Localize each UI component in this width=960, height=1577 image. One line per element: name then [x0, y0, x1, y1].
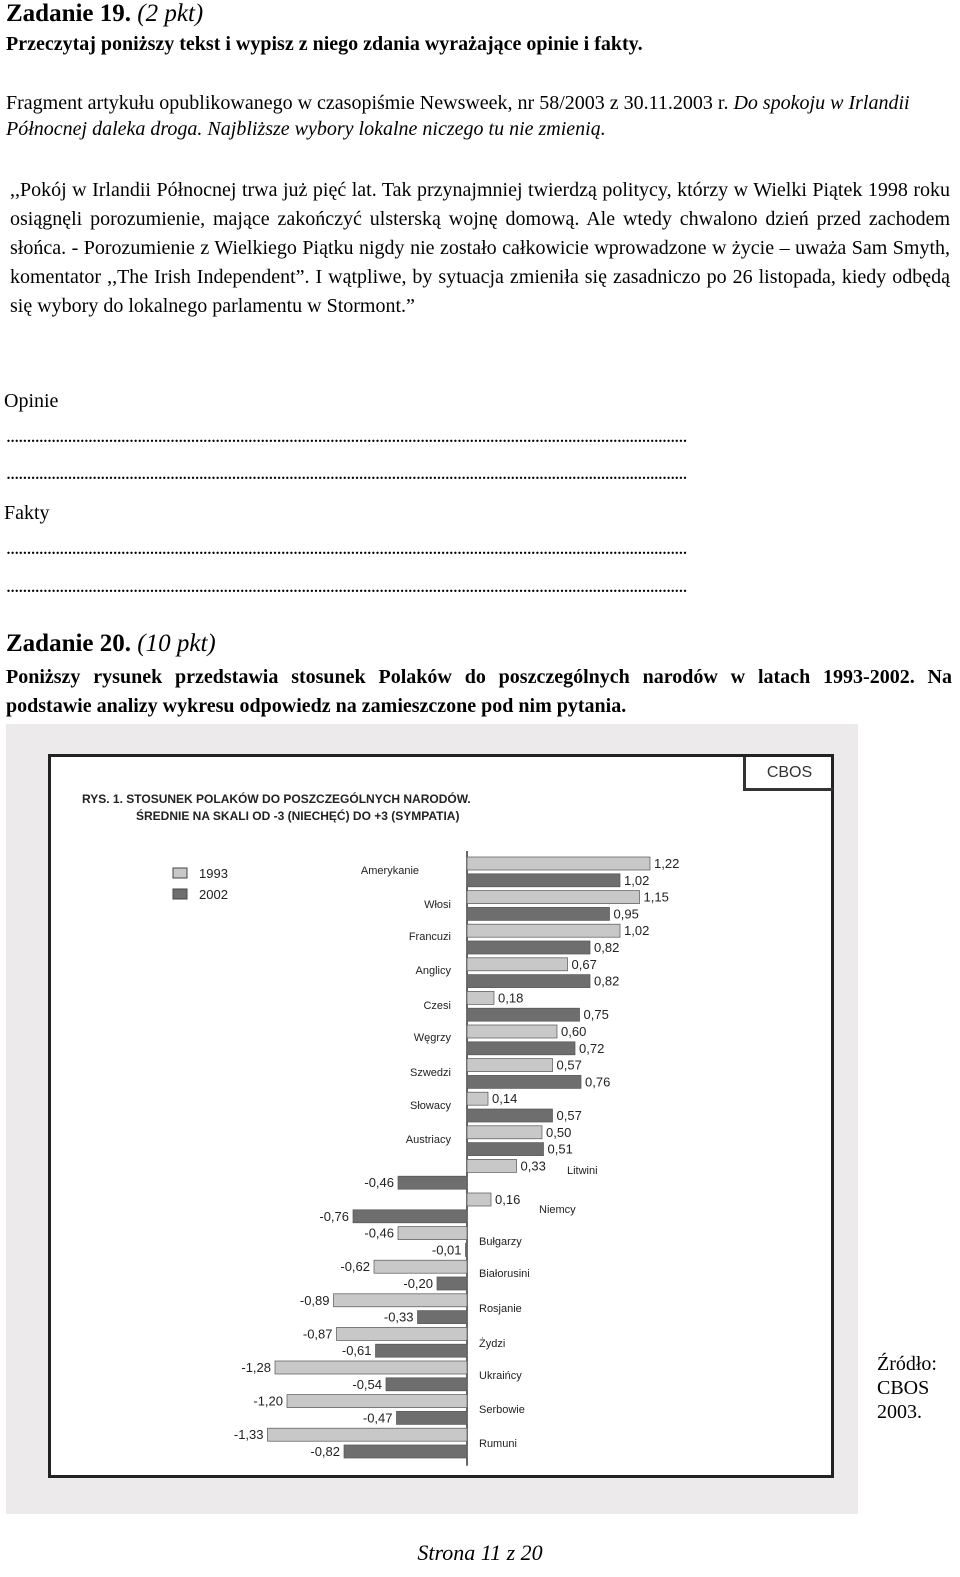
bar-value-label: -0,89	[299, 1292, 330, 1308]
bar-1993-0	[467, 857, 650, 870]
article-quote: ,,Pokój w Irlandii Północnej trwa już pięć lat. Tak przynajmniej twierdzą politycy, którzy w Wielki Piątek 1998 roku osiągnęli porozumienie, mające zakończyć ulsterską wojnę domową. Ale wtedy chwalono dzień przed zachodem słońca. - Porozumienie z Wielkiego Piątku nigdy nie zostało całkowicie wprowadzone w życie – uważa Sam Smyth, komentator ,,The Irish Independent”. I wątpliwe, by sytuacja zmieniła się zasadniczo po 26 listopada, kiedy odbędą się wybory do lokalnego parlamentu w Stormont.”	[10, 179, 950, 317]
bar-value-label: 1,22	[654, 856, 680, 871]
category-label: Włosi	[424, 899, 451, 911]
bar-value-label: 1,15	[643, 889, 669, 905]
category-label: Bułgarzy	[479, 1236, 522, 1248]
category-label: Węgrzy	[413, 1032, 451, 1044]
bar-2002-13	[467, 1075, 581, 1088]
cbos-badge: CBOS	[743, 757, 833, 791]
figure-source-line3: 2003.	[877, 1401, 922, 1423]
bar-2002-15	[467, 1109, 553, 1122]
task19-points: (2 pkt)	[137, 0, 204, 27]
bar-value-label: 1,02	[624, 923, 650, 939]
bar-2002-3	[467, 907, 610, 920]
bar-1993-2	[467, 891, 640, 904]
task20-instruction: Poniższy rysunek przedstawia stosunek Polaków do poszczególnych narodów w latach 1993-2002. Na podstawie analizy wykresu odpowiedz na zamieszczone pod nim pytania.	[6, 666, 952, 717]
bar-1993-32	[287, 1395, 467, 1408]
bar-value-label: 0,75	[583, 1007, 609, 1023]
category-label: Rosjanie	[479, 1303, 522, 1315]
category-label: Białorusini	[479, 1268, 530, 1280]
category-label: Amerykanie	[360, 865, 419, 877]
chart-title-line2: ŚREDNIE NA SKALI OD -3 (NIECHĘĆ) DO +3 (SYMPATIA)	[136, 809, 460, 823]
bar-2002-21	[353, 1210, 467, 1223]
bar-2002-27	[418, 1311, 468, 1324]
category-label: Serbowie	[479, 1404, 525, 1416]
task19-heading	[6, 0, 203, 28]
bar-value-label: -0,54	[352, 1376, 382, 1392]
bar-1993-22	[398, 1227, 467, 1240]
bar-value-label: 0,82	[594, 973, 620, 989]
bar-2002-23	[466, 1243, 468, 1256]
article-source-title: Do spokoju w Irlandii Północnej daleka droga. Najbliższe wybory lokalne niczego tu nie zmienią.	[6, 92, 910, 140]
bar-1993-4	[467, 924, 620, 937]
bar-2002-5	[467, 941, 590, 954]
bar-1993-26	[334, 1294, 468, 1307]
category-label: Czesi	[423, 1000, 451, 1012]
opinions-answer-line-1[interactable]: ......................................................................................................................................................................	[6, 425, 687, 447]
chart	[51, 757, 831, 1475]
bar-2002-19	[398, 1176, 467, 1189]
bar-value-label: -0,87	[302, 1326, 333, 1342]
bar-1993-24	[374, 1260, 467, 1273]
page-footer: Strona 11 z 20	[417, 1540, 543, 1565]
task19-title: Zadanie 19.	[6, 0, 132, 27]
legend-swatch-1993	[173, 868, 187, 878]
task20-title: Zadanie 20.	[6, 630, 132, 657]
bar-2002-11	[467, 1042, 575, 1055]
facts-label: Fakty	[4, 502, 50, 524]
legend-label-1993: 1993	[199, 866, 228, 881]
task20-heading	[6, 630, 216, 658]
category-label: Szwedzi	[410, 1067, 451, 1079]
bar-1993-14	[467, 1092, 488, 1105]
task20-points: (10 pkt)	[137, 630, 216, 657]
bar-value-label: -0,47	[362, 1410, 393, 1426]
bar-2002-35	[344, 1445, 467, 1458]
bar-value-label: -0,76	[319, 1208, 349, 1224]
figure-source-line2: CBOS	[877, 1377, 930, 1399]
bar-value-label: -1,33	[233, 1427, 264, 1443]
category-label: Słowacy	[410, 1100, 451, 1112]
opinions-label: Opinie	[4, 390, 59, 412]
bar-value-label: -0,01	[431, 1242, 462, 1258]
bar-2002-7	[467, 975, 590, 988]
bar-value-label: 0,16	[495, 1192, 521, 1207]
bar-1993-30	[275, 1361, 467, 1374]
bar-value-label: 0,72	[579, 1040, 605, 1056]
bar-2002-9	[467, 1008, 580, 1021]
bar-value-label: -0,62	[340, 1259, 370, 1275]
bar-value-label: -0,33	[383, 1309, 414, 1325]
chart-frame	[48, 754, 834, 1478]
bar-value-label: 0,76	[585, 1074, 611, 1090]
bar-1993-10	[467, 1025, 557, 1038]
opinions-answer-line-2[interactable]: ......................................................................................................................................................................	[6, 462, 687, 484]
facts-answer-line-2[interactable]: ......................................................................................................................................................................	[6, 575, 687, 597]
legend-label-2002: 2002	[199, 887, 228, 902]
bar-value-label: -0,20	[403, 1276, 433, 1291]
bar-value-label: -0,46	[364, 1175, 394, 1191]
bar-2002-31	[386, 1378, 467, 1391]
bar-2002-17	[467, 1143, 544, 1156]
bar-value-label: 0,18	[498, 990, 524, 1006]
bar-1993-20	[467, 1193, 491, 1206]
bar-1993-8	[467, 991, 494, 1004]
bar-value-label: 0,67	[571, 956, 597, 972]
bar-value-label: -1,20	[253, 1393, 283, 1409]
bar-value-label: -1,28	[241, 1360, 271, 1375]
bar-1993-6	[467, 958, 568, 971]
bar-value-label: 0,33	[520, 1158, 546, 1174]
bar-1993-16	[467, 1126, 542, 1139]
bar-value-label: 0,57	[556, 1108, 582, 1123]
category-label: Francuzi	[408, 931, 451, 943]
bar-1993-18	[467, 1159, 517, 1172]
bar-2002-25	[437, 1277, 467, 1290]
bar-value-label: 0,51	[547, 1141, 573, 1157]
legend-swatch-2002	[173, 889, 187, 899]
chart-title-line1: RYS. 1. STOSUNEK POLAKÓW DO POSZCZEGÓLNYCH NARODÓW.	[82, 792, 471, 806]
bar-value-label: 0,57	[556, 1057, 582, 1073]
facts-answer-line-1[interactable]: ......................................................................................................................................................................	[6, 537, 687, 559]
category-label: Litwini	[567, 1165, 598, 1177]
bar-value-label: 1,02	[624, 872, 650, 888]
bar-1993-12	[467, 1059, 553, 1072]
figure-source-line1: Źródło:	[877, 1353, 937, 1375]
bar-2002-1	[467, 874, 620, 887]
bar-value-label: 0,60	[561, 1024, 587, 1039]
bar-value-label: 0,14	[492, 1091, 518, 1107]
category-label: Żydzi	[479, 1338, 506, 1350]
category-label: Niemcy	[539, 1204, 576, 1216]
article-source-plain: Fragment artykułu opublikowanego w czasopiśmie Newsweek, nr 58/2003 z 30.11.2003 r.	[6, 92, 729, 114]
bar-value-label: -0,82	[310, 1444, 340, 1459]
bar-value-label: 0,95	[613, 906, 639, 922]
article-source	[6, 90, 954, 142]
bar-value-label: -0,46	[364, 1225, 394, 1241]
bar-1993-34	[268, 1428, 468, 1441]
bar-1993-28	[337, 1327, 468, 1340]
bar-value-label: -0,61	[341, 1343, 372, 1359]
category-label: Rumuni	[479, 1438, 517, 1450]
category-label: Austriacy	[405, 1134, 451, 1146]
bar-value-label: 0,50	[546, 1124, 572, 1140]
bar-2002-33	[397, 1411, 468, 1424]
figure-source	[877, 1352, 937, 1424]
bar-value-label: 0,82	[594, 940, 620, 955]
task19-instruction: Przeczytaj poniższy tekst i wypisz z niego zdania wyrażające opinie i fakty.	[6, 33, 643, 55]
bar-2002-29	[376, 1344, 468, 1357]
category-label: Anglicy	[415, 965, 451, 977]
category-label: Ukraińcy	[479, 1370, 522, 1382]
